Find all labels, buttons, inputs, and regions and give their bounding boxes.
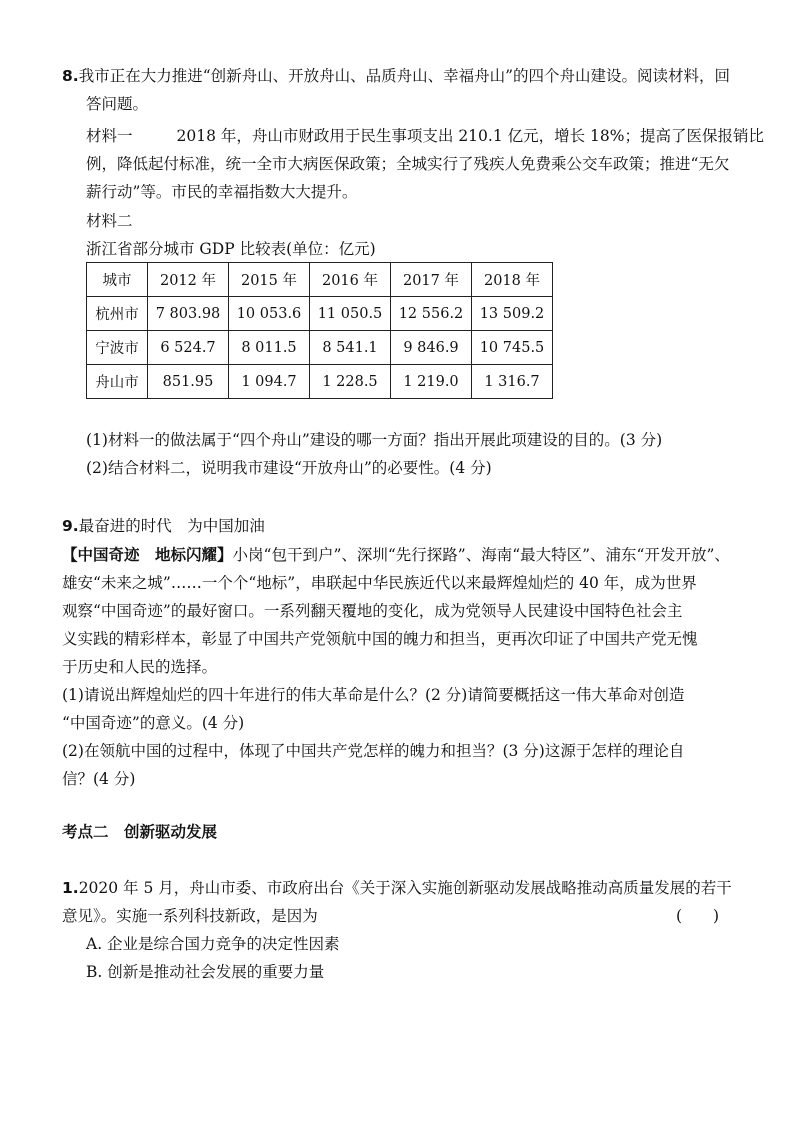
q8-number: 8. <box>62 67 79 85</box>
option-b[interactable]: B. 创新是推动社会发展的重要力量 <box>86 963 325 981</box>
table-cell: 1 219.0 <box>391 365 472 399</box>
table-header-cell: 2017 年 <box>391 263 472 297</box>
material1-label: 材料一 <box>86 127 133 145</box>
material1-text-line3: 薪行动”等。市民的幸福指数大大提升。 <box>86 183 358 201</box>
answer-parentheses[interactable]: ( ) <box>676 907 720 925</box>
q8-sub2: (2)结合材料二，说明我市建设“开放舟山”的必要性。(4 分) <box>86 459 492 477</box>
material1-text-line1: 2018 年，舟山市财政用于民生事项支出 210.1 亿元，增长 18%；提高了医保报销比 <box>176 127 764 145</box>
q8-stem-line2: 答问题。 <box>86 95 149 113</box>
q9-para-line4: 义实践的精彩样本，彰显了中国共产党领航中国的魄力和担当，更再次印证了中国共产党无愧 <box>62 630 698 648</box>
q9-para-line5: 于历史和人民的选择。 <box>62 658 218 676</box>
table-cell: 13 509.2 <box>472 297 553 331</box>
table-header-cell: 2018 年 <box>472 263 553 297</box>
table-cell: 8 011.5 <box>229 331 310 365</box>
table-header-cell: 2016 年 <box>310 263 391 297</box>
table-header-cell: 城市 <box>87 263 148 297</box>
table-header-cell: 2012 年 <box>148 263 229 297</box>
q9-title-line <box>62 516 265 536</box>
table-cell: 9 846.9 <box>391 331 472 365</box>
table-caption: 浙江省部分城市 GDP 比较表(单位：亿元) <box>86 240 376 258</box>
q9-title: 最奋进的时代 为中国加油 <box>78 517 265 535</box>
table-cell: 12 556.2 <box>391 297 472 331</box>
table-cell: 1 316.7 <box>472 365 553 399</box>
q8-line1 <box>62 66 730 86</box>
table-header-cell: 2015 年 <box>229 263 310 297</box>
q9-para-line2: 雄安“未来之城”……一个个“地标”，串联起中华民族近代以来最辉煌灿烂的 40 年，成为世界 <box>62 574 697 592</box>
table-cell: 851.95 <box>148 365 229 399</box>
q8-sub1: (1)材料一的做法属于“四个舟山”建设的哪一方面？指出开展此项建设的目的。(3 分) <box>86 431 663 449</box>
q1-number: 1. <box>62 879 79 897</box>
table-cell: 6 524.7 <box>148 331 229 365</box>
material1-text-line2: 例，降低起付标准，统一全市大病医保政策；全城实行了残疾人免费乘公交车政策；推进“无欠 <box>86 155 730 173</box>
table-cell: 宁波市 <box>87 331 148 365</box>
table-cell: 10 745.5 <box>472 331 553 365</box>
q9-sub1-line1: (1)请说出辉煌灿烂的四十年进行的伟大革命是什么？(2 分)请简要概括这一伟大革命对创造 <box>62 686 685 704</box>
table-row <box>87 297 553 331</box>
q1-stem-line1: 2020 年 5 月，舟山市委、市政府出台《关于深入实施创新驱动发展战略推动高质量发展的若干 <box>78 879 732 897</box>
table-cell: 1 094.7 <box>229 365 310 399</box>
q1-stem-line2: 意见》。实施一系列科技新政，是因为 <box>62 907 318 925</box>
table-cell: 10 053.6 <box>229 297 310 331</box>
q9-tag: 【中国奇迹 地标闪耀】 <box>62 546 233 564</box>
table-cell: 舟山市 <box>87 365 148 399</box>
table-row <box>87 365 553 399</box>
option-a[interactable]: A. 企业是综合国力竞争的决定性因素 <box>86 935 340 953</box>
material2-label: 材料二 <box>86 212 133 230</box>
q8-stem-line1: 我市正在大力推进“创新舟山、开放舟山、品质舟山、幸福舟山”的四个舟山建设。阅读材料，回 <box>78 67 731 85</box>
q9-para-line1 <box>62 545 730 565</box>
q8-material1-line1 <box>86 126 764 146</box>
q9-para-text1: 小岗“包干到户”、深圳“先行探路”、海南“最大特区”、浦东“开发开放”、 <box>232 546 730 564</box>
section-heading: 考点二 创新驱动发展 <box>62 823 218 841</box>
q9-number: 9. <box>62 517 79 535</box>
table-cell: 7 803.98 <box>148 297 229 331</box>
table-row <box>87 331 553 365</box>
q9-sub2-line1: (2)在领航中国的过程中，体现了中国共产党怎样的魄力和担当？(3 分)这源于怎样的理论自 <box>62 742 685 760</box>
q9-sub2-line2: 信？(4 分) <box>62 770 136 788</box>
q1-line1 <box>62 878 732 898</box>
table-cell: 8 541.1 <box>310 331 391 365</box>
q9-para-line3: 观察“中国奇迹”的最好窗口。一系列翻天覆地的变化，成为党领导人民建设中国特色社会主 <box>62 602 683 620</box>
table-cell: 1 228.5 <box>310 365 391 399</box>
table-cell: 杭州市 <box>87 297 148 331</box>
q9-sub1-line2: “中国奇迹”的意义。(4 分) <box>62 714 245 732</box>
gdp-table <box>86 262 553 399</box>
table-header-row <box>87 263 553 297</box>
table-cell: 11 050.5 <box>310 297 391 331</box>
